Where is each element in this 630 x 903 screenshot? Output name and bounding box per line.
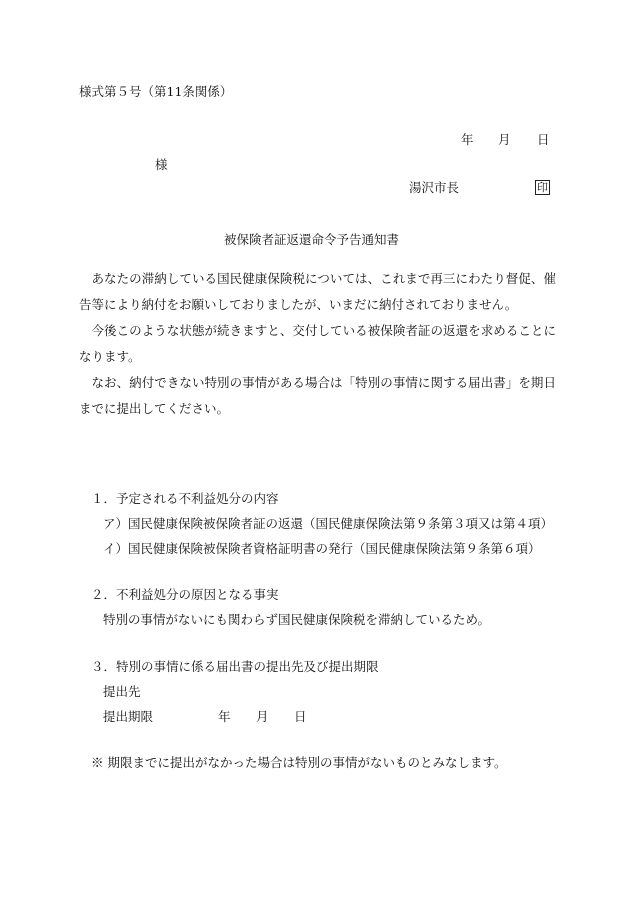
form-label: 様式第５号（第11条関係） [79,84,233,99]
section-1-heading: １．予定される不利益処分の内容 [91,491,279,506]
section-2-heading: ２．不利益処分の原因となる事実 [91,587,279,602]
document-title: 被保険者証返還命令予告通知書 [224,232,400,247]
deadline-year: 年 [218,709,231,724]
deadline-day: 日 [294,709,307,724]
date-day: 日 [537,132,550,147]
section-1-item-a: ア）国民健康保険被保険者証の返還（国民健康保険法第９条第３項又は第４項） [103,516,554,531]
body-paragraph-2: 今後このような状態が続きますと、交付している被保険者証の返還を求めることになります。 [79,323,556,364]
body-paragraph-1: あなたの滞納している国民健康保険税については、これまで再三にわたり督促、催告等により納付をお願いしておりましたが、いまだに納付されておりません。 [79,271,556,312]
date-month: 月 [498,132,511,147]
section-3-heading: ３．特別の事情に係る届出書の提出先及び提出期限 [91,659,379,674]
addressee-suffix: 様 [155,157,168,172]
note: ※ 期限までに提出がなかった場合は特別の事情がないものとみなします。 [91,755,507,770]
section-1-item-b: イ）国民健康保険被保険者資格証明書の発行（国民健康保険法第９条第６項） [103,541,541,556]
date-year: 年 [461,132,474,147]
sender-title: 湯沢市長 [409,180,460,195]
submission-destination-label: 提出先 [103,684,141,699]
seal-mark: 印 [537,181,548,194]
section-2-text: 特別の事情がないにも関わらず国民健康保険税を滞納しているため。 [103,612,491,627]
body-paragraph-3: なお、納付できない特別の事情がある場合は「特別の事情に関する届出書」を期日までに提出してください。 [79,375,556,416]
deadline-month: 月 [256,709,269,724]
submission-deadline-label: 提出期限 [103,709,154,724]
